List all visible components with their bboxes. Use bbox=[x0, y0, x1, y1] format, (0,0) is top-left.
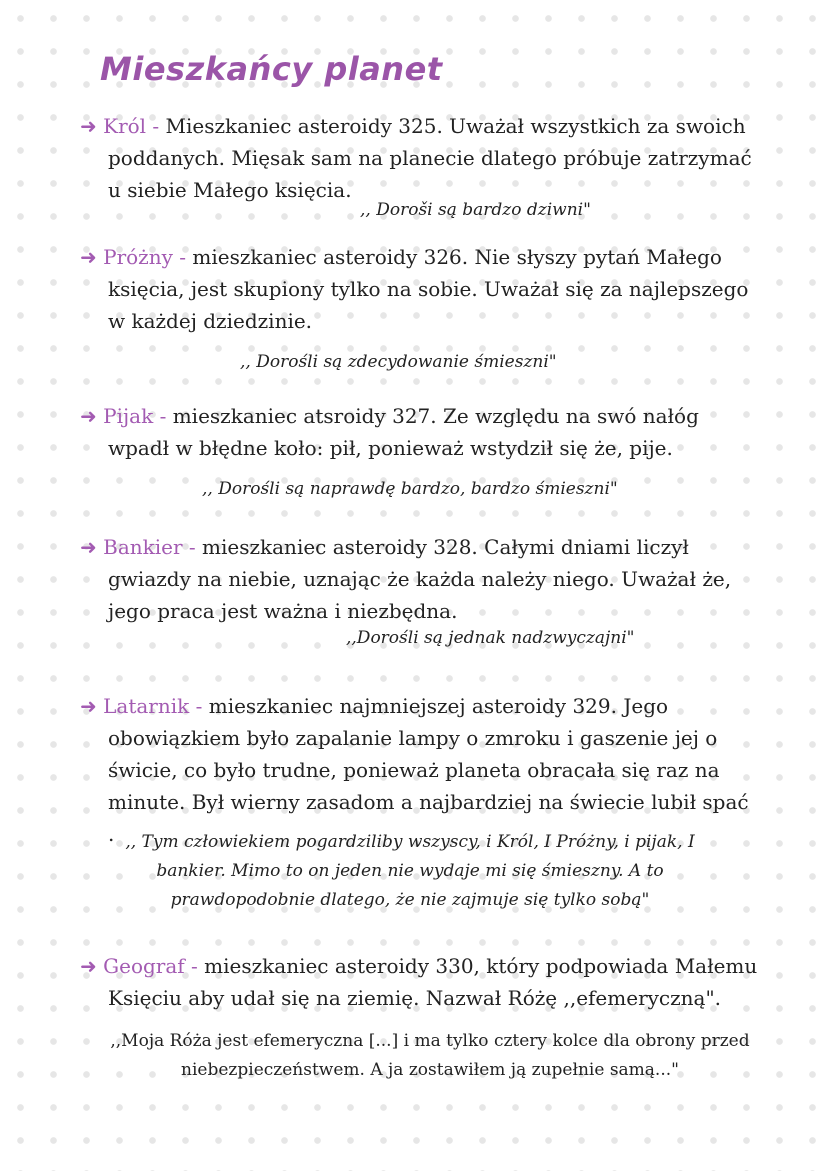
entry-quote: ,,Moja Róża jest efemeryczna [...] i ma tylko cztery kolce dla obrony przed niebezpieczeństwem. A ja zostawiłem ją zupełnie samą..." bbox=[110, 1031, 750, 1080]
arrow-right-icon: ➜ bbox=[80, 535, 97, 559]
arrow-right-icon: ➜ bbox=[80, 114, 97, 138]
entry-description: Mieszkaniec asteroidy 325. Uważał wszystkich za swoich poddanych. Mięsak sam na planecie dlatego próbuje zatrzymać u siebie Małego księcia. bbox=[108, 114, 752, 202]
entry-name: Geograf - bbox=[103, 954, 198, 978]
entry-text bbox=[80, 690, 760, 850]
arrow-right-icon: ➜ bbox=[80, 245, 97, 269]
arrow-right-icon: ➜ bbox=[80, 694, 97, 718]
entry-description: mieszkaniec asteroidy 330, który podpowiada Małemu Księciu aby udał się na ziemię. Nazwał Różę ,,efemeryczną". bbox=[108, 954, 758, 1010]
entry-quote: ,, Dorośli są naprawdę bardzo, bardzo śmieszni" bbox=[202, 479, 618, 499]
entry-text bbox=[80, 110, 760, 206]
entry-latarnik bbox=[80, 690, 760, 850]
entry-prozny bbox=[80, 241, 760, 337]
entry-pijak bbox=[80, 400, 760, 464]
entry-krol bbox=[80, 110, 760, 206]
entry-description: mieszkaniec najmniejszej asteroidy 329. Jego obowiązkiem było zapalanie lampy o zmroku i gaszenie jej o świcie, co było trudne, ponieważ planeta obracała się raz na minute. Był wierny zasadom a najbardziej na świecie lubił spać . bbox=[108, 694, 749, 846]
entry-description: mieszkaniec asteroidy 326. Nie słyszy pytań Małego księcia, jest skupiony tylko na sobie. Uważał się za najlepszego w każdej dziedzinie. bbox=[108, 245, 749, 333]
entry-bankier bbox=[80, 531, 760, 627]
entry-text bbox=[80, 531, 760, 627]
entry-geograf bbox=[80, 950, 760, 1014]
entry-name: Próżny - bbox=[103, 245, 187, 269]
entry-text bbox=[80, 241, 760, 337]
entry-name: Król - bbox=[103, 114, 160, 138]
entry-text bbox=[80, 950, 760, 1014]
entry-description: mieszkaniec atsroidy 327. Ze względu na swó nałóg wpadł w błędne koło: pił, ponieważ wstydził się że, pije. bbox=[108, 404, 699, 460]
entry-name: Bankier - bbox=[103, 535, 196, 559]
entry-name: Pijak - bbox=[103, 404, 167, 428]
entry-description: mieszkaniec asteroidy 328. Całymi dniami liczył gwiazdy na niebie, uznając że każda należy niego. Uważał że, jego praca jest ważna i niezbędna. bbox=[108, 535, 732, 623]
entry-quote: ,,Dorośli są jednak nadzwyczajni" bbox=[346, 628, 635, 648]
entry-quote: ,, Tym człowiekiem pogardziliby wszyscy, i Król, I Próżny, i pijak, I bankier. Mimo to on jeden nie wydaje mi się śmieszny. A to prawdopodobnie dlatego, że nie zajmuje się tylko sobą" bbox=[125, 832, 695, 910]
arrow-right-icon: ➜ bbox=[80, 404, 97, 428]
entry-text bbox=[80, 400, 760, 464]
entry-quote: ,, Doroši są bardzo dziwni" bbox=[360, 200, 591, 220]
page-title: Mieszkańcy planet bbox=[100, 50, 443, 88]
entry-name: Latarnik - bbox=[103, 694, 203, 718]
entry-quote: ,, Dorośli są zdecydowanie śmieszni" bbox=[240, 352, 557, 372]
arrow-right-icon: ➜ bbox=[80, 954, 97, 978]
